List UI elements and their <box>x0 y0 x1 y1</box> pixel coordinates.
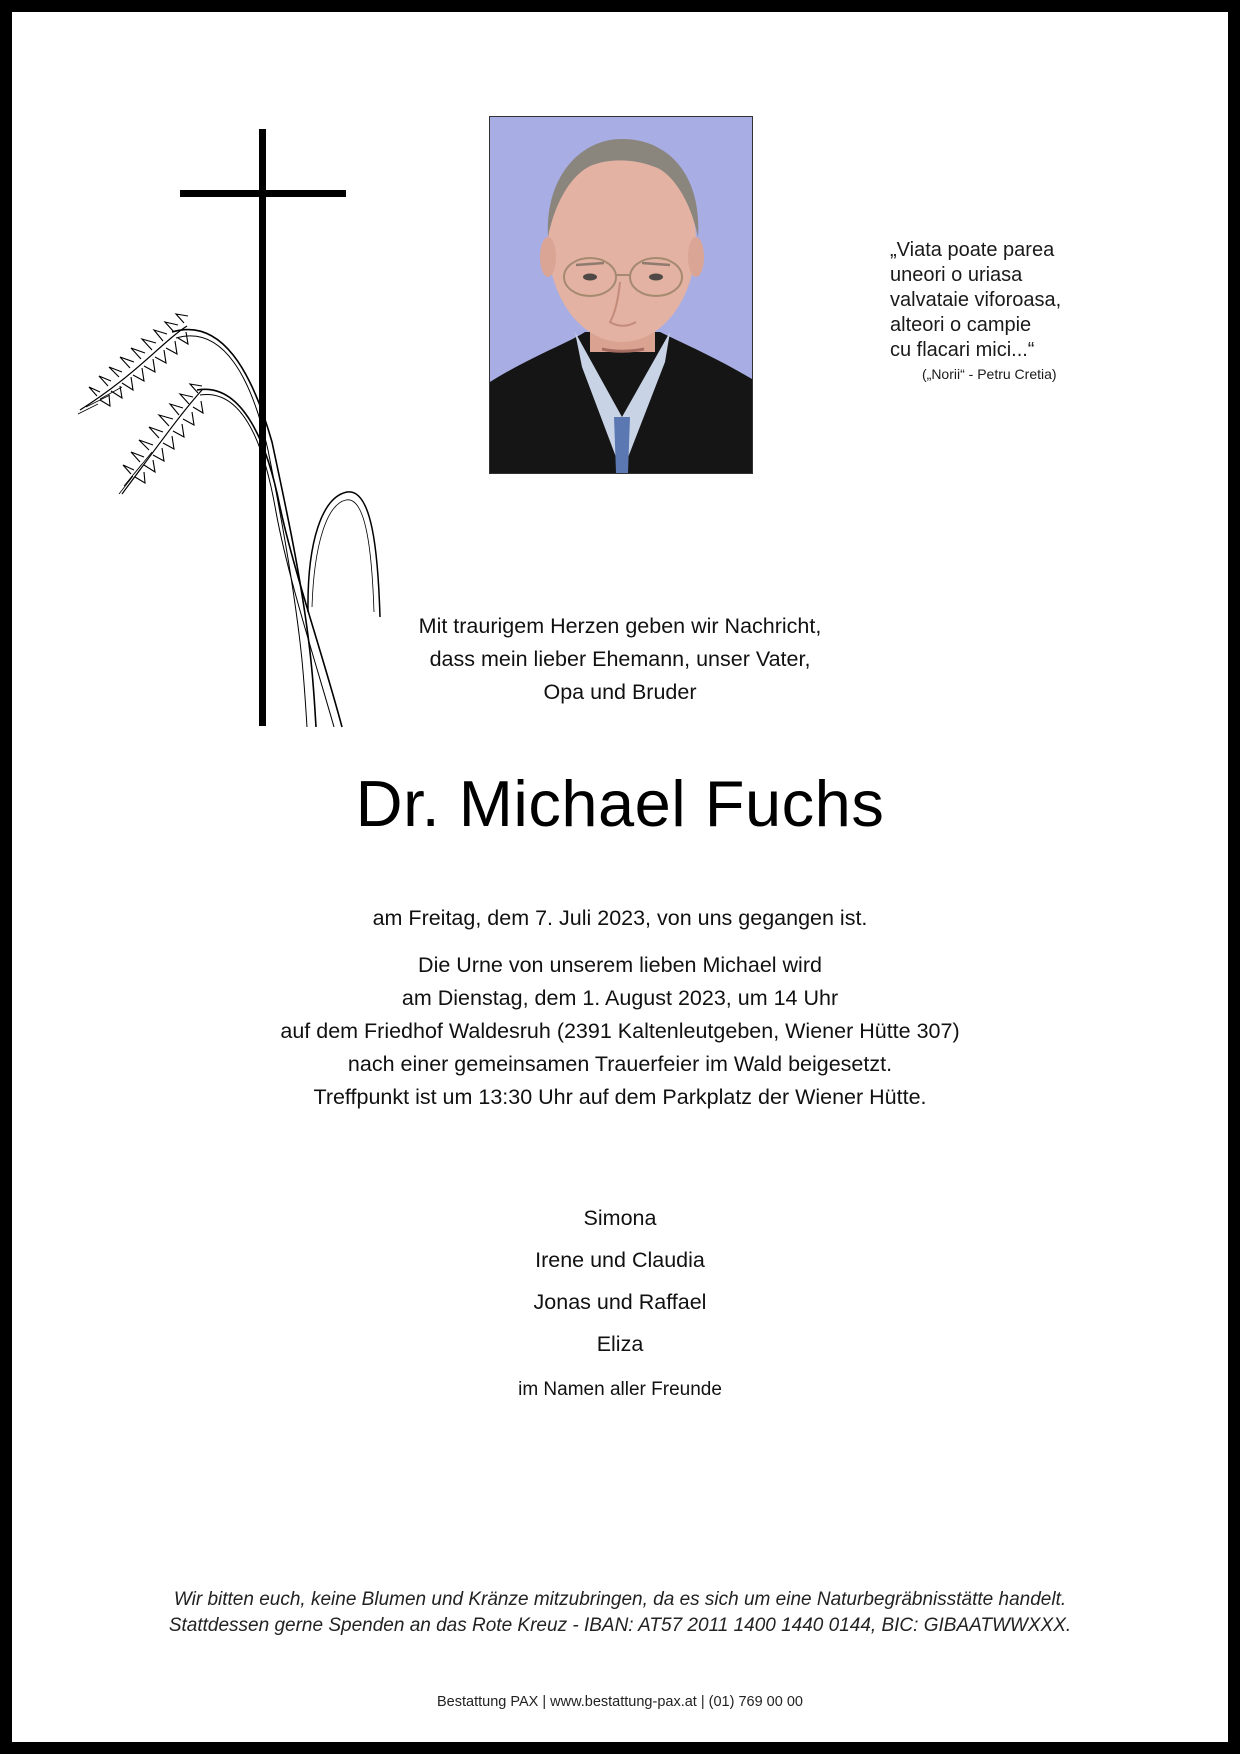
quote-source: („Norii“ - Petru Cretia) <box>922 366 1057 382</box>
portrait-photo <box>489 116 753 474</box>
intro-line: dass mein lieber Ehemann, unser Vater, <box>429 647 811 671</box>
funeral-line: Die Urne von unserem lieben Michael wird <box>418 953 822 977</box>
quote <box>890 238 1090 385</box>
intro-line: Opa und Bruder <box>543 680 697 704</box>
quote-line: „Viata poate parea <box>890 239 1055 261</box>
mourner-name: Jonas und Raffael <box>533 1290 707 1314</box>
mourner-name: Irene und Claudia <box>535 1248 705 1272</box>
friends-line: im Namen aller Freunde <box>518 1379 722 1400</box>
funeral-details <box>12 949 1228 1114</box>
intro-text <box>12 610 1228 709</box>
quote-line: uneori o uriasa <box>890 264 1023 286</box>
funeral-line: am Dienstag, dem 1. August 2023, um 14 Uhr <box>401 986 839 1010</box>
request-line: Wir bitten euch, keine Blumen und Kränze mitzubringen, da es sich um eine Naturbegräbnisstätte handelt. <box>173 1589 1067 1610</box>
request-line: Stattdessen gerne Spenden an das Rote Kreuz - IBAN: AT57 2011 1400 1440 0144, BIC: GIBAATWWXXX. <box>168 1615 1072 1636</box>
quote-line: cu flacari mici...“ <box>890 339 1035 361</box>
donation-request <box>12 1587 1228 1639</box>
mourners-list <box>12 1197 1228 1365</box>
death-date-line: am Freitag, dem 7. Juli 2023, von uns gegangen ist. <box>372 906 868 930</box>
funeral-line: auf dem Friedhof Waldesruh (2391 Kaltenleutgeben, Wiener Hütte 307) <box>280 1019 960 1043</box>
mourner-name: Simona <box>583 1206 657 1230</box>
funeral-line: Treffpunkt ist um 13:30 Uhr auf dem Parkplatz der Wiener Hütte. <box>313 1085 927 1109</box>
funeral-line: nach einer gemeinsamen Trauerfeier im Wald beigesetzt. <box>347 1052 893 1076</box>
deceased-name: Dr. Michael Fuchs <box>355 767 885 840</box>
funeral-home-footer: Bestattung PAX | www.bestattung-pax.at | (01) 769 00 00 <box>437 1694 803 1710</box>
mourner-name: Eliza <box>596 1332 644 1356</box>
quote-line: valvataie viforoasa, <box>890 289 1062 311</box>
intro-line: Mit traurigem Herzen geben wir Nachricht, <box>418 614 822 638</box>
quote-line: alteori o campie <box>890 314 1032 336</box>
